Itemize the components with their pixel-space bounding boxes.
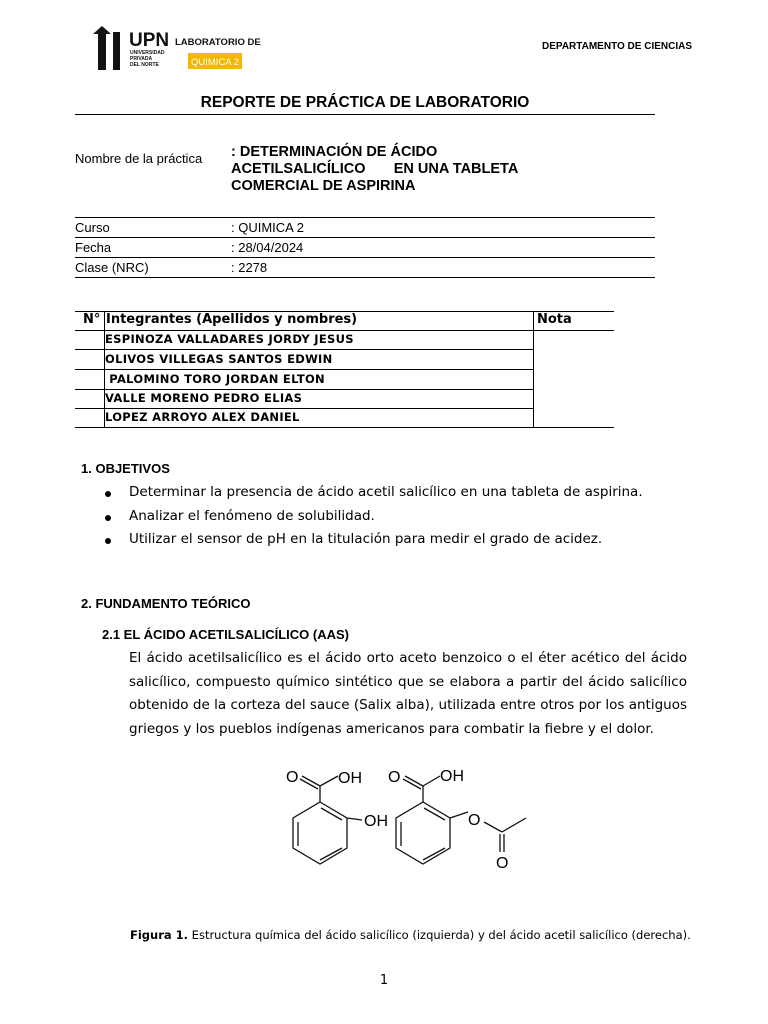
team-border-row2 — [75, 369, 533, 370]
salicylic-oh-ring: OH — [364, 813, 388, 830]
bullet-icon — [105, 538, 111, 544]
aspirin-o-ester: O — [468, 812, 481, 829]
figure-caption-text: Estructura química del ácido salicílico (izquierda) y del ácido acetil salicílico (derecha). — [188, 928, 691, 942]
report-title: REPORTE DE PRÁCTICA DE LABORATORIO — [200, 94, 530, 111]
department-label: DEPARTAMENTO DE CIENCIAS — [542, 41, 693, 52]
upn-logo — [93, 26, 263, 72]
date-row — [75, 237, 655, 257]
figure-caption-label: Figura 1. — [130, 928, 189, 942]
aspirin-o-top: O — [388, 769, 401, 786]
course-row — [75, 218, 655, 237]
objectives-list — [105, 484, 705, 555]
upn-sub-3: DEL NORTE — [130, 62, 159, 68]
lab-label: LABORATORIO DE — [175, 37, 261, 48]
practice-label: Nombre de la práctica — [75, 151, 203, 166]
theory-paragraph: El ácido acetilsalicílico es el ácido orto aceto benzoico o el éter acético del ácido salicílico, compuesto químico sintético que se elabora a partir del ácido salicílico obtenido de la corteza del sauce (Salix alba), utilizada entre otros por los antiguos griegos y los pueblos indígenas americanos para combatir la fiebre y el dolor. — [129, 650, 687, 737]
team-header-grade: Nota — [537, 312, 572, 327]
aspirin-oh-top: OH — [440, 768, 464, 785]
team-col-divider-2 — [533, 311, 534, 428]
page-number: 1 — [379, 973, 389, 988]
chemical-structures-figure — [280, 762, 540, 874]
objectives-heading: 1. OBJETIVOS — [81, 461, 170, 476]
team-border-row1 — [75, 349, 533, 350]
practice-name-line-2: ACETILSALICÍLICO EN UNA TABLETA — [231, 161, 519, 177]
objective-text: Analizar el fenómeno de solubilidad. — [129, 507, 375, 524]
date-value: : 28/04/2024 — [231, 240, 304, 255]
nrc-value: : 2278 — [231, 260, 268, 275]
list-item — [105, 531, 705, 555]
salicylic-oh-top: OH — [338, 770, 362, 787]
salicylic-o: O — [286, 769, 299, 786]
team-header-members: Integrantes (Apellidos y nombres) — [106, 312, 358, 327]
team-member-2: OLIVOS VILLEGAS SANTOS EDWIN — [105, 352, 333, 366]
team-member-5: LOPEZ ARROYO ALEX DANIEL — [105, 410, 300, 424]
upn-sub-1: UNIVERSIDAD — [130, 50, 165, 56]
practice-name — [231, 144, 651, 195]
team-header-num: N° — [83, 312, 101, 327]
salicylic-acid-structure — [293, 776, 362, 864]
objective-text: Utilizar el sensor de pH en la titulación para medir el grado de acidez. — [129, 531, 603, 547]
bullet-icon — [105, 491, 111, 497]
bullet-icon — [105, 515, 111, 521]
team-member-3: PALOMINO TORO JORDAN ELTON — [105, 372, 325, 386]
date-key: Fecha — [75, 240, 112, 255]
nrc-key: Clase (NRC) — [75, 260, 149, 275]
upn-mark-icon — [93, 26, 120, 70]
figure-caption — [130, 928, 720, 943]
course-key: Curso — [75, 220, 110, 235]
course-value: : QUIMICA 2 — [231, 220, 304, 235]
acetylsalicylic-acid-structure — [396, 776, 526, 864]
upn-sub-2: PRIVADA — [130, 56, 153, 62]
objective-text: Determinar la presencia de ácido acetil salicílico en una tableta de aspirina. — [129, 484, 643, 500]
list-item — [105, 484, 705, 508]
team-table — [75, 311, 614, 428]
team-border-row4 — [75, 408, 533, 409]
aspirin-o-carbonyl: O — [496, 855, 509, 872]
theory-subheading: 2.1 EL ÁCIDO ACETILSALICÍLICO (AAS) — [102, 627, 350, 642]
practice-name-line-1: : DETERMINACIÓN DE ÁCIDO — [231, 144, 438, 160]
title-divider — [75, 114, 655, 115]
team-member-4: VALLE MORENO PEDRO ELIAS — [105, 391, 303, 405]
list-item — [105, 508, 705, 532]
lab-badge: QUIMICA 2 — [191, 57, 240, 68]
course-info-table — [75, 217, 655, 278]
theory-heading: 2. FUNDAMENTO TEÓRICO — [81, 596, 251, 611]
nrc-row — [75, 257, 655, 277]
practice-name-line-3: COMERCIAL DE ASPIRINA — [231, 178, 416, 194]
upn-logo-text: UPN — [129, 30, 170, 51]
team-member-1: ESPINOZA VALLADARES JORDY JESUS — [105, 332, 354, 346]
team-border-row3 — [75, 389, 533, 390]
